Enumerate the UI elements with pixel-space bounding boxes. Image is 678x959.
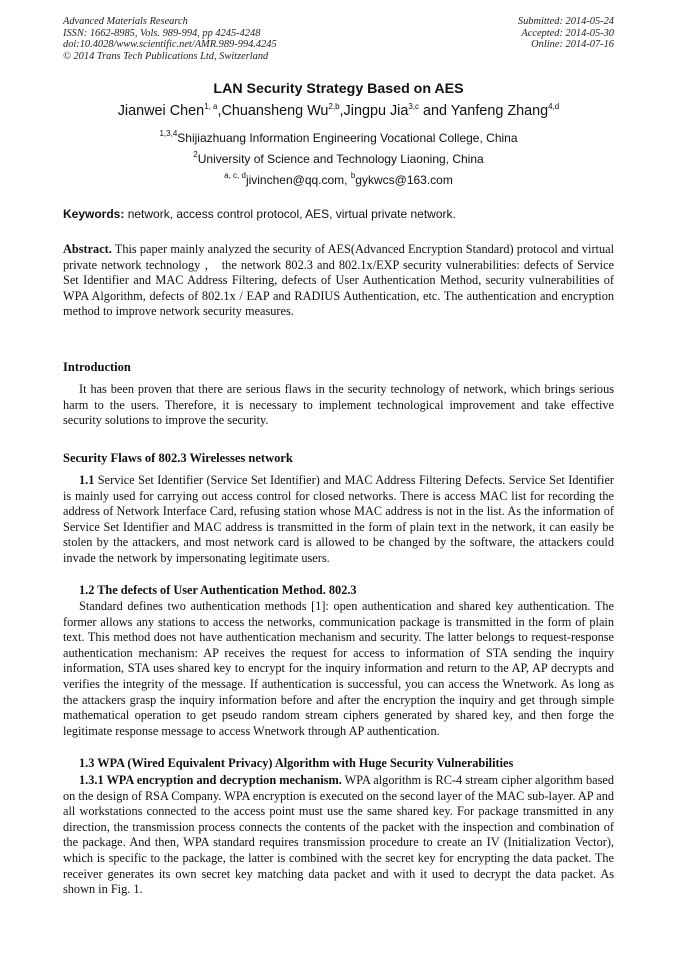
accepted-date: Accepted: 2014-05-30 [521,27,614,39]
paper-title: LAN Security Strategy Based on AES [213,81,464,97]
author-affil-sup: 4,d [548,102,560,111]
introduction-heading: Introduction [63,360,131,374]
journal-name: Advanced Materials Research [63,16,188,27]
affil-sup: 1,3,4 [159,129,178,138]
email-link[interactable]: gykwcs@163.com [355,173,453,187]
author-affil-sup: 3,c [408,102,420,111]
author-name: Jianwei Chen [117,103,205,119]
email-link[interactable]: jivinchen@qq.com, [245,173,351,187]
abstract-label: Abstract. [63,242,112,256]
affil-text: University of Science and Technology Liaoning, China [197,152,484,166]
author-affil-sup: 2,b [328,102,340,111]
affiliation-2 [63,152,614,166]
author-name: ,Chuansheng Wu [217,103,329,119]
journal-info [63,16,277,62]
abstract-text: This paper mainly analyzed the security of AES(Advanced Encryption Standard) protocol and virtual private network technology ， the network 802.3 and 802.1x/EXP security vulnerabilities: defects of Service Set Identifier and MAC Address Filtering, defects of User Authentication Method, security vulnerabilities of WPA Algorithm, defects of 802.1x / EAP and RADIUS Authentication, etc. The authentication and encryption method to improve network security measures. [63,242,614,319]
submitted-date: Submitted: 2014-05-24 [517,16,614,27]
section-1-2-paragraph: Standard defines two authentication methods [1]: open authentication and shared key authentication. The former allows any stations to access the networks, communication package is transmitted in the form of plain text. This method does not have authentication mechanism and security. The latter belongs to request-response authentication mechanism: AP receives the request for access to information of STA sending the inquiry information, STA uses shared key to encrypt for the inquiry information and return to the AP, AP decrypts and verifies the integrity of the message. If authentication is successful, you can access the Wnetwork. As long as the attackers grasp the inquiry information before and after the encryption the inquiry and get through simple mathematical operation to get pseudo random stream ciphers generated by shared key, and then forge the legitimate response message to access Wnetwork through AP authentication. [63,599,614,738]
author-emails [63,173,614,187]
introduction-text: It has been proven that there are serious flaws in the security technology of network, which brings serious harm to the users. Therefore, it is necessary to implement technological improvement and take effective security solutions to improve the security. [63,382,614,428]
subsubsection-heading: 1.3.1 WPA encryption and decryption mechanism. [79,773,342,787]
affil-text: Shijiazhuang Information Engineering Vocational College, China [177,131,518,145]
doi-line[interactable]: doi:10.4028/www.scientific.net/AMR.989-994.4245 [63,39,277,51]
affil-sup: 2 [193,150,198,159]
keywords-text: network, access control protocol, AES, virtual private network. [124,207,456,221]
section-heading: Security Flaws of 802.3 Wirelesses network [63,451,293,465]
section-number: 1.1 [79,473,95,487]
subsection-heading: 1.2 The defects of User Authentication Method. 802.3 [79,583,357,597]
affiliation-1 [63,131,614,145]
copyright-line: © 2014 Trans Tech Publications Ltd, Switzerland [63,50,269,62]
section-1-1-paragraph [63,473,614,567]
email-sup: a, c, d [224,171,246,180]
author-name: and Yanfeng Zhang [419,103,549,119]
abstract [63,242,614,320]
author-name: ,Jingpu Jia [339,103,409,119]
keywords-label: Keywords: [63,207,125,221]
paragraph-text: WPA algorithm is RC-4 stream cipher algorithm based on the design of RSA Company. WPA encryption is executed on the second layer of the MAC sub-layer. AP and all workstations connected to the access point must use the same shared key. For package transmitted in any direction, the transmission process connects the contents of the packet with the inspection and combination of the package. And then, WPA standard requires transmission procedure to create an IV (Initialization Vector), which is specific to the package, the latter is combined with the secret key for encrypting the data packet. The receiver generates its own secret key matching data packet and with it used to decrypt the data packet. As shown in Fig. 1. [63,773,615,897]
issn-line: ISSN: 1662-8985, Vols. 989-994, pp 4245-4248 [63,27,261,39]
author-list [63,103,614,119]
online-date: Online: 2014-07-16 [531,39,614,51]
keywords [63,207,614,221]
subsection-heading: 1.3 WPA (Wired Equivalent Privacy) Algorithm with Huge Security Vulnerabilities [79,756,514,770]
author-affil-sup: 1, a [204,102,218,111]
email-sup: b [350,171,356,180]
publication-dates [518,16,614,51]
section-1-3-1-paragraph [63,773,614,898]
paragraph-text: Service Set Identifier (Service Set Identifier) and MAC Address Filtering Defects. Service Set Identifier is mainly used for carrying out access control for closed networks. There is access MAC list for recording the address of Network Interface Card, refusing station whose MAC address is not in the list. As the information of Service Set Identifier and MAC address is transmitted in the form of plain text in the network, it can easily be stolen by the attackers, and most network card is allowed to be changed by the software, the attackers could invade the network by impersonating legitimate users. [63,473,614,565]
